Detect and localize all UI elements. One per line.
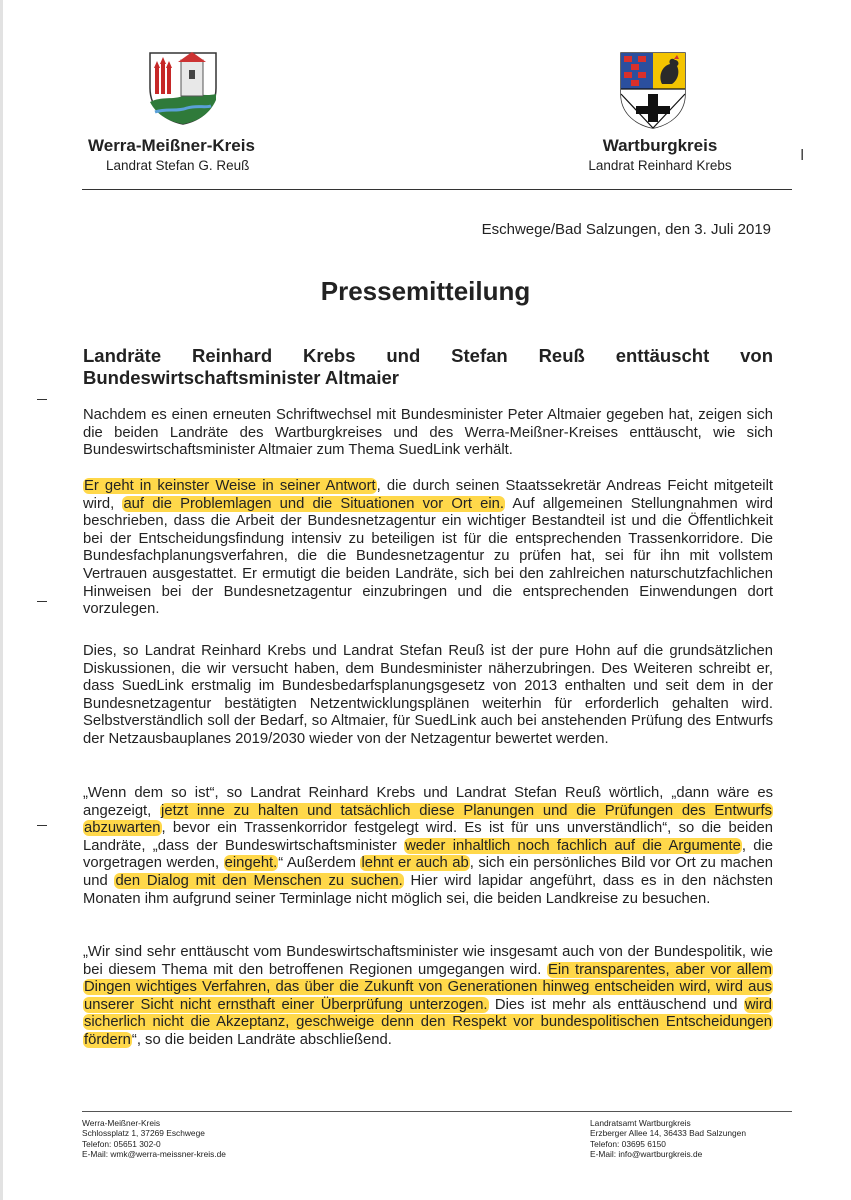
highlighted-text: Ein transparentes, aber vor allem Dingen wichtiges Verfahren, das über die Zukunft von Generationen hinweg entscheiden wird, wird aus unserer Sicht nicht ernsthaft einer Überprüfung unterzogen. — [84, 961, 772, 1013]
highlighted-text: wird sicherlich nicht die Akzeptanz, geschweige denn den Respekt vor bundespolitischen Entscheidungen fördern — [84, 996, 772, 1048]
footer-divider — [82, 1111, 792, 1112]
paragraph-1: Nachdem es einen erneuten Schriftwechsel mit Bundesminister Peter Altmaier gegeben hat, zeigen sich die beiden Landräte des Wartburgkreises und des Werra-Meißner-Kreises enttäuscht, wie sich Bundeswirtschaftsminister Altmaier zum Thema SuedLink verhält. — [83, 407, 773, 459]
header-divider — [82, 189, 792, 190]
page-title: Pressemitteilung — [320, 276, 531, 306]
footer-left-address: Schlossplatz 1, 37269 Eschwege — [82, 1128, 205, 1139]
left-official: Landrat Stefan G. Reuß — [106, 158, 250, 173]
wartburgkreis-coat-of-arms — [618, 50, 688, 130]
highlighted-text: jetzt inne zu halten und tatsächlich diese Planungen und die Prüfungen des Entwurfs abzuwarten — [84, 802, 772, 837]
right-letterhead — [560, 136, 760, 173]
body-text: „Wenn dem so ist“, so Landrat Reinhard Krebs und Landrat Stefan Reuß wörtlich, „dann wäre es angezeigt, — [83, 785, 773, 819]
left-letterhead — [88, 136, 288, 173]
paragraph-2 — [83, 478, 773, 619]
margin-mark — [37, 601, 47, 602]
paragraph-3: Dies, so Landrat Reinhard Krebs und Landrat Stefan Reuß ist der pure Hohn auf die grundsätzlichen Diskussionen, die wir versucht haben, dem Bundesminister näherzubringen. Des Weiteren schreibt er, dass SuedLink erstmalig im Bundesbedarfsplanungsgesetz von 2013 enthalten und seit dem in der Bundesnetzagentur bestätigten Netzentwicklungsplänen weiterhin für erforderlich gehalten wird. Selbstverständlich soll der Bedarf, so Altmaier, für SuedLink auch bei anstehenden Prüfung des Entwurfs der Netzausbauplanes 2019/2030 wieder von der Netzagentur bewertet werden. — [83, 643, 773, 747]
body-text: , sich ein persönliches Bild vor Ort zu machen und — [83, 855, 773, 889]
highlighted-text: Er geht in keinster Weise in seiner Antwort — [84, 478, 376, 494]
body-text: , bevor ein Trassenkorridor festgelegt wird. Es ist für uns unverständlich“, so die beiden Landräte, „dass der Bundeswirtschaftsminister — [83, 820, 773, 854]
werra-meissner-coat-of-arms — [147, 50, 219, 126]
footer-left-org: Werra-Meißner-Kreis — [82, 1118, 161, 1128]
page-edge — [0, 0, 3, 1200]
body-text: , die durch seinen Staatssekretär Andreas Feicht mitgeteilt wird, — [83, 478, 773, 512]
footer-left-contact — [82, 1118, 342, 1159]
body-text: Auf allgemeinen Stellungnahmen wird beschrieben, dass die Arbeit der Bundesnetzagentur ein wichtiger Bestandteil ist und die Öffentlichkeit bei der Entscheidungsfindung intensiv zu beteiligen ist für die entsprechenden Trassenkorridore. Die Bundesfachplanungsverfahren, die die Bundesnetzagentur zu prüfen hat, sei für ihn mit vollstem Vertrauen ausgestattet. Er ermutigt die beiden Landräte, sich bei den zahlreichen naturschutzfachlichen Hinweisen bei der Bundesnetzagentur einzubringen und die entsprechenden Einwendungen dort vorzulegen. — [83, 495, 773, 618]
body-text: , die vorgetragen werden, — [83, 837, 773, 872]
left-org-name: Werra-Meißner-Kreis — [88, 136, 255, 155]
footer-left-phone: Telefon: 05651 302-0 — [82, 1138, 161, 1149]
footer-right-address: Erzberger Allee 14, 36433 Bad Salzungen — [590, 1128, 746, 1139]
body-text: “ Außerdem — [278, 855, 361, 872]
highlighted-text: eingeht. — [224, 855, 278, 872]
highlighted-text: weder inhaltlich noch fachlich auf die Argumente — [405, 837, 741, 854]
highlighted-text: lehnt er auch ab — [361, 855, 469, 872]
highlighted-text: auf die Problemlagen und die Situationen vor Ort ein. — [123, 495, 504, 512]
right-official: Landrat Reinhard Krebs — [588, 158, 732, 173]
dateline: Eschwege/Bad Salzungen, den 3. Juli 2019 — [481, 221, 771, 238]
margin-mark — [37, 399, 47, 400]
text-cursor-icon: Ⅰ — [800, 146, 805, 164]
margin-mark — [37, 825, 47, 826]
footer-left-email: E-Mail: wmk@werra-meissner-kreis.de — [82, 1148, 226, 1159]
highlighted-text: den Dialog mit den Menschen zu suchen. — [115, 872, 403, 889]
paragraph-4 — [83, 785, 773, 908]
footer-right-org: Landratsamt Wartburgkreis — [590, 1118, 691, 1128]
body-text: “, so die beiden Landräte abschließend. — [131, 1031, 392, 1048]
footer-right-email: E-Mail: info@wartburgkreis.de — [590, 1148, 703, 1159]
body-text: Hier wird lapidar angeführt, dass es in den nächsten Monaten ihm aufgrund seiner Terminlage nicht möglich sei, die beiden Landkreise zu besuchen. — [83, 872, 773, 907]
body-text: Dies ist mehr als enttäuschend und — [488, 996, 744, 1013]
body-text: „Wir sind sehr enttäuscht vom Bundeswirtschaftsminister wie insgesamt auch von der Bundespolitik, wie bei diesem Thema mit den betroffenen Regionen umgegangen wird. — [83, 944, 773, 978]
right-org-name: Wartburgkreis — [602, 136, 718, 155]
footer-right-contact — [590, 1118, 810, 1159]
paragraph-5 — [83, 944, 773, 1050]
footer-right-phone: Telefon: 03695 6150 — [590, 1138, 666, 1149]
headline: Landräte Reinhard Krebs und Stefan Reuß enttäuscht von Bundeswirtschaftsminister Altmaier — [83, 345, 773, 388]
